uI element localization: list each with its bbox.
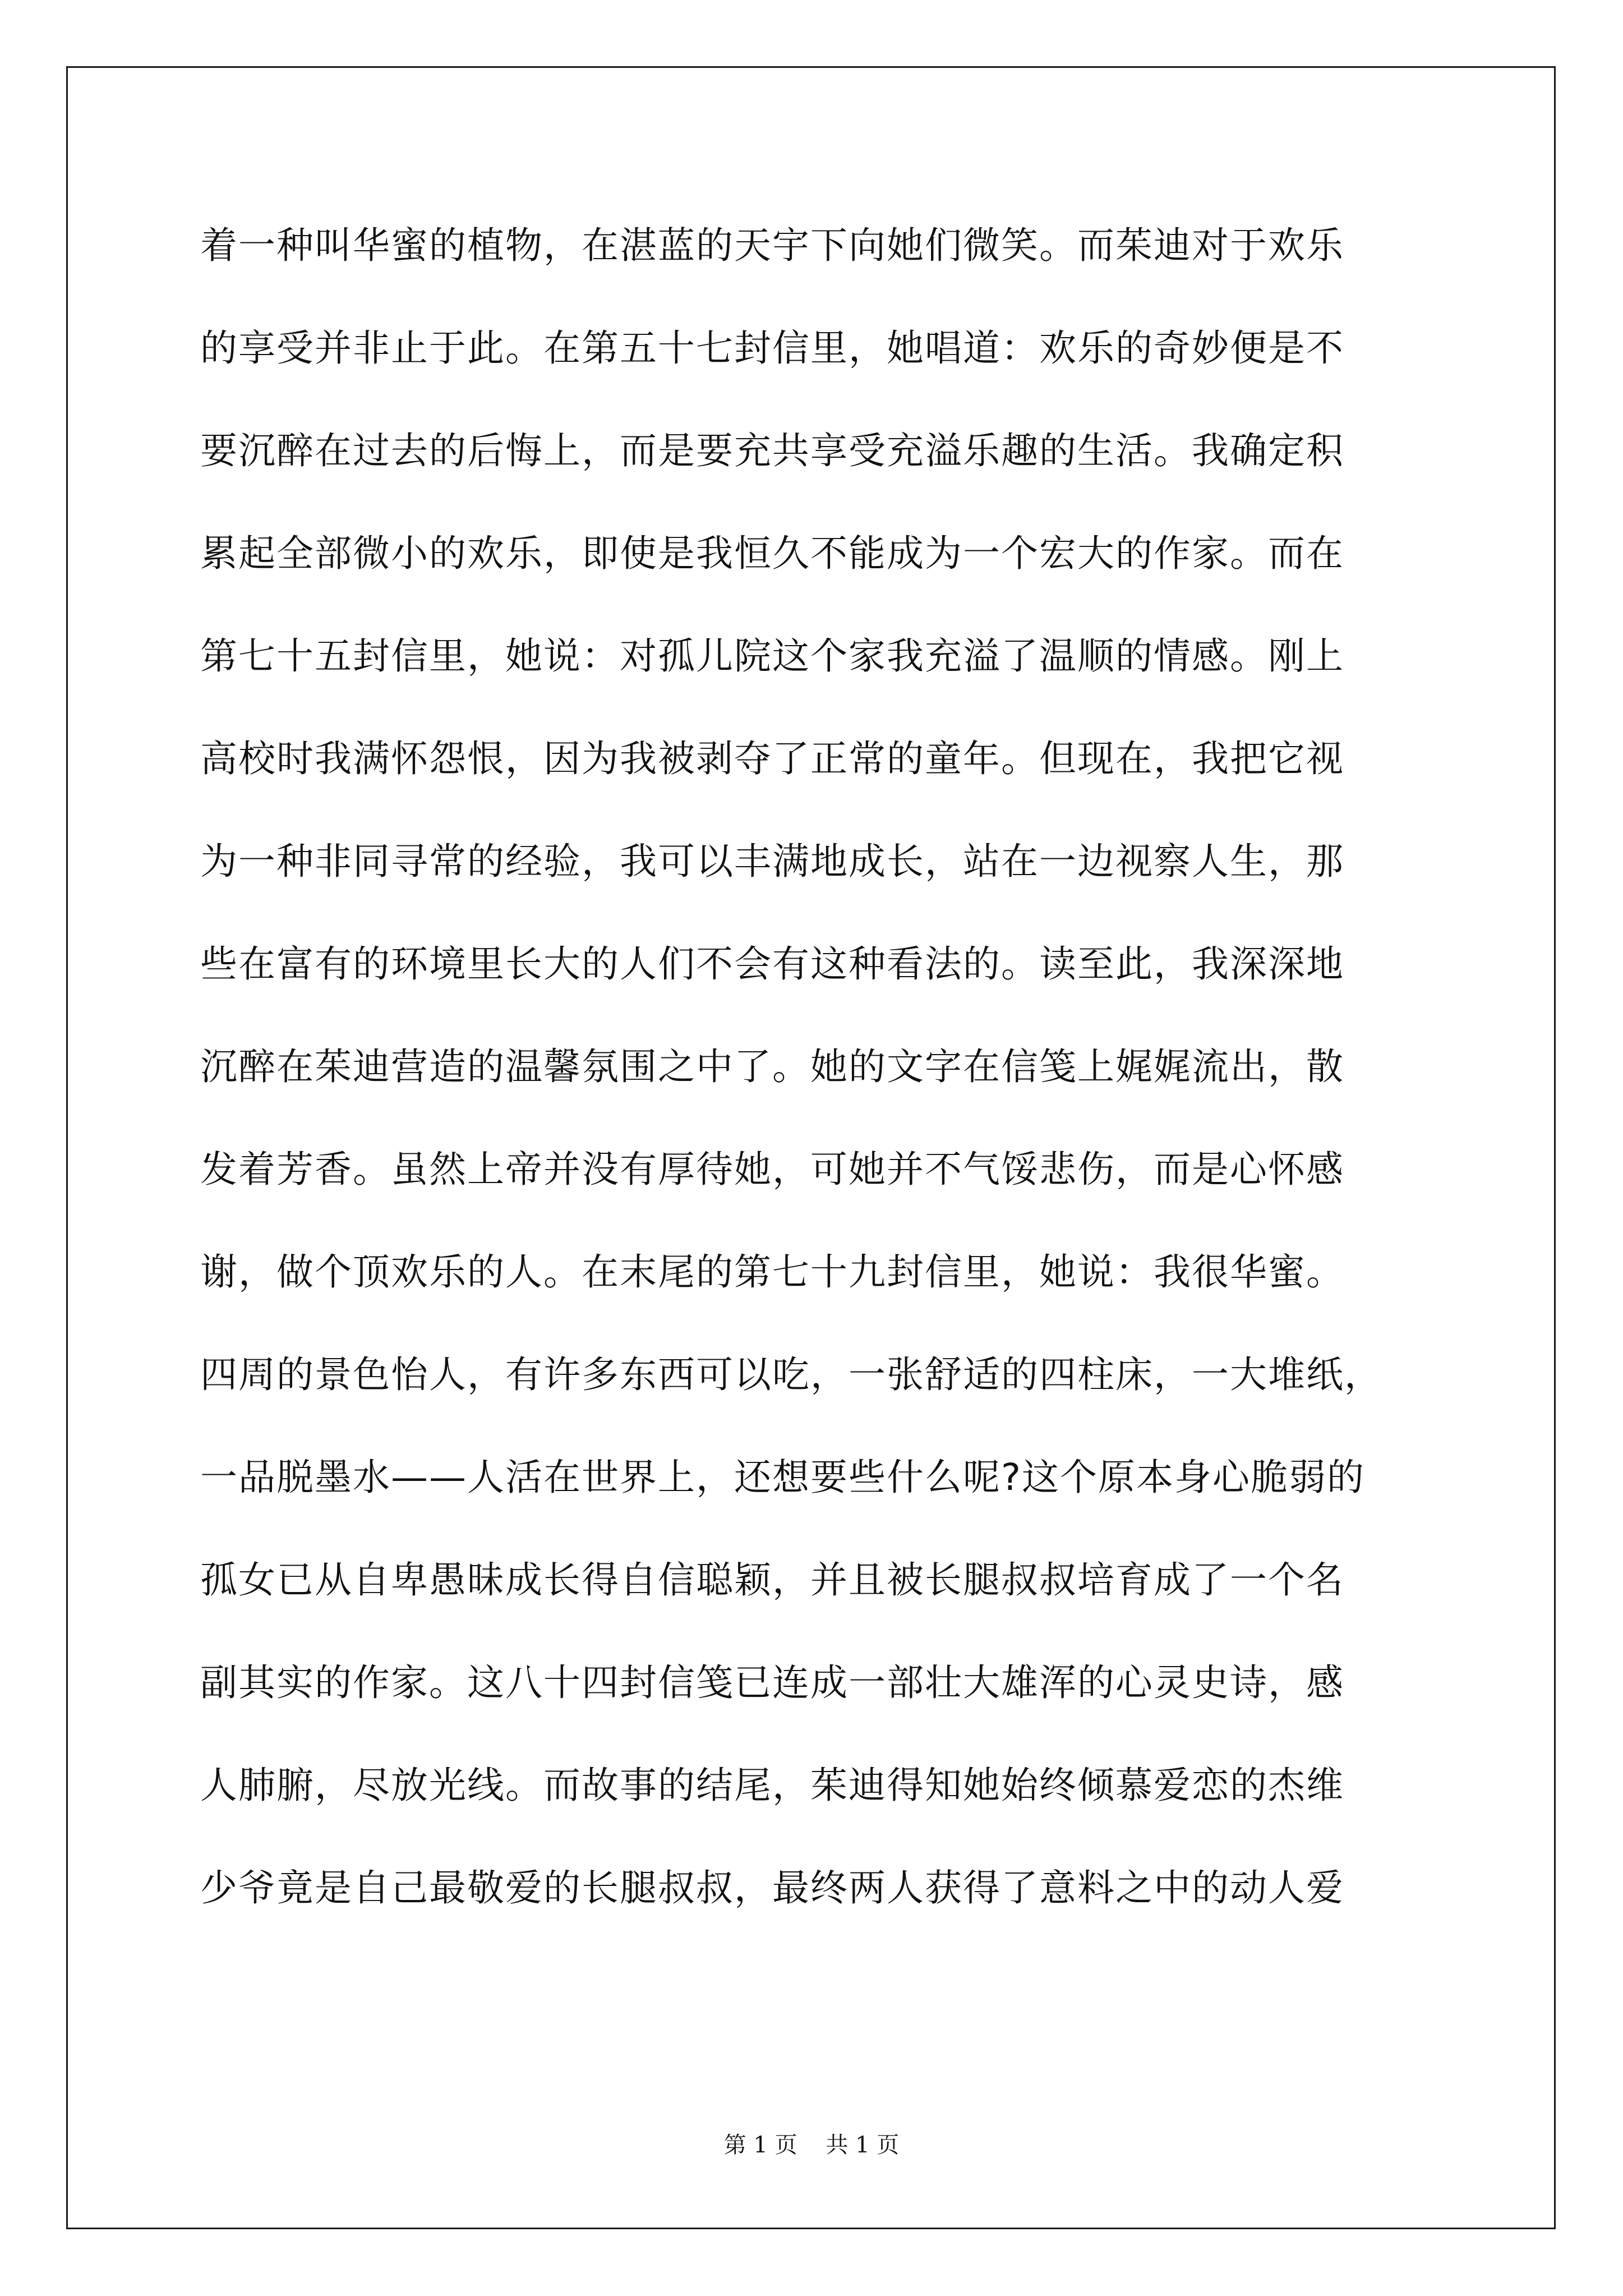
text-line: 着一种叫华蜜的植物，在湛蓝的天宇下向她们微笑。而茱迪对于欢乐	[200, 224, 1344, 267]
text-line: 沉醉在茱迪营造的温馨氛围之中了。她的文字在信笺上娓娓流出，散	[200, 1045, 1344, 1088]
text-line: 的享受并非止于此。在第五十七封信里，她唱道：欢乐的奇妙便是不	[200, 326, 1344, 370]
text-line: 高校时我满怀怨恨，因为我被剥夺了正常的童年。但现在，我把它视	[200, 737, 1344, 780]
text-line: 孤女已从自卑愚昧成长得自信聪颖，并且被长腿叔叔培育成了一个名	[200, 1558, 1344, 1602]
text-line: 为一种非同寻常的经验，我可以丰满地成长，站在一边视察人生，那	[200, 840, 1344, 883]
text-line: 发着芳香。虽然上帝并没有厚待她，可她并不气馁悲伤，而是心怀感	[200, 1148, 1344, 1191]
text-line: 要沉醉在过去的后悔上，而是要充共享受充溢乐趣的生活。我确定积	[200, 429, 1344, 472]
text-line: 些在富有的环境里长大的人们不会有这种看法的。读至此，我深深地	[200, 942, 1344, 986]
text-line: 第七十五封信里，她说：对孤儿院这个家我充溢了温顺的情感。刚上	[200, 634, 1344, 678]
text-line: 四周的景色怡人，有许多东西可以吃，一张舒适的四柱床，一大堆纸，	[200, 1353, 1382, 1396]
text-line: 少爷竟是自己最敬爱的长腿叔叔，最终两人获得了意料之中的动人爱	[200, 1866, 1344, 1910]
text-line: 谢，做个顶欢乐的人。在末尾的第七十九封信里，她说：我很华蜜。	[200, 1250, 1344, 1294]
body-text	[200, 212, 1434, 1957]
text-line: 一品脱墨水——人活在世界上，还想要些什么呢?这个原本身心脆弱的	[200, 1456, 1366, 1499]
text-line: 副其实的作家。这八十四封信笺已连成一部壮大雄浑的心灵史诗，感	[200, 1661, 1344, 1704]
text-line: 人肺腑，尽放光线。而故事的结尾，茱迪得知她始终倾慕爱恋的杰维	[200, 1764, 1344, 1807]
text-line: 累起全部微小的欢乐，即使是我恒久不能成为一个宏大的作家。而在	[200, 532, 1344, 575]
page-number-footer: 第 1 页 共 1 页	[723, 2132, 900, 2158]
